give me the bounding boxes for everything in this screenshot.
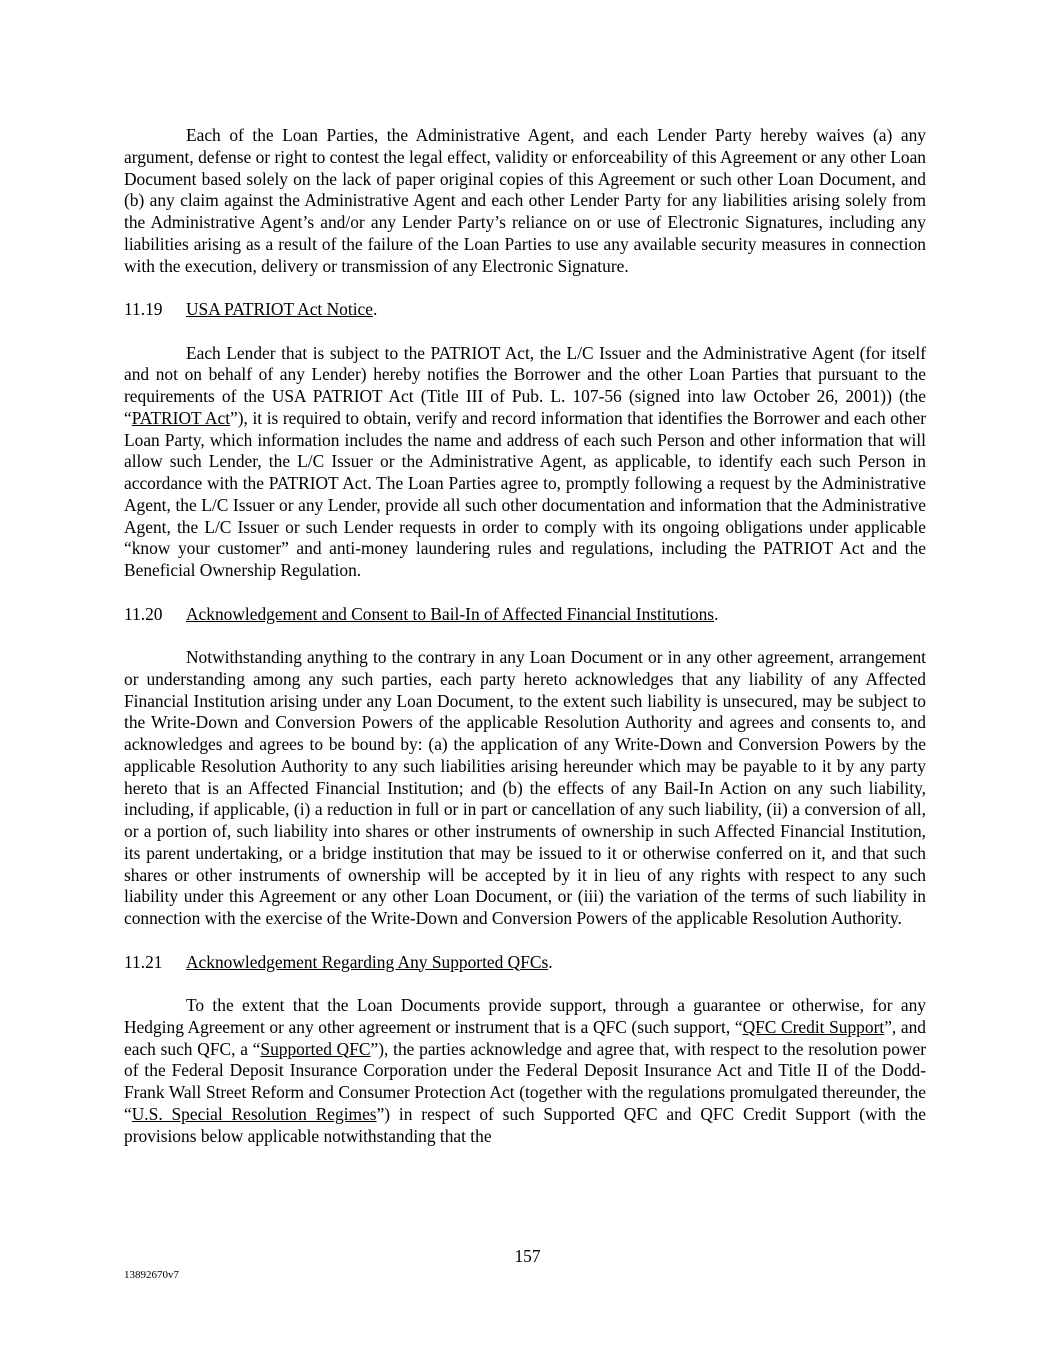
section-title: Acknowledgement Regarding Any Supported QFCs [186, 951, 549, 972]
section-11-20-paragraph: Notwithstanding anything to the contrary in any Loan Document or in any other agreement, arrangement or understanding among any such parties, each party hereto acknowledges that any liability of any Affected Financial Institution arising under any Loan Document, to the extent such liability is unsecured, may be subject to the Write-Down and Conversion Powers of the applicable Resolution Authority and agrees and consents to, and acknowledges and agrees to be bound by: (a) the application of any Write-Down and Conversion Powers by the applicable Resolution Authority to any such liabilities arising hereunder which may be payable to it by any party hereto that is an Affected Financial Institution; and (b) the effects of any Bail-In Action on any such liability, including, if applicable, (i) a reduction in full or in part or cancellation of any such liability, (ii) a conversion of all, or a portion of, such liability into shares or other instruments of ownership in such Affected Financial Institution, its parent undertaking, or a bridge institution that may be issued to it or otherwise conferred on it, and that such shares or other instruments of ownership will be accepted by it in lieu of any rights with respect to any such liability under this Agreement or any other Loan Document, or (iii) the variation of the terms of such liability in connection with the exercise of the Write-Down and Conversion Powers of the applicable Resolution Authority. [124, 647, 926, 928]
defined-term: QFC Credit Support [742, 1016, 885, 1037]
section-11-21-heading: 11.21 Acknowledgement Regarding Any Supported QFCs. [124, 951, 553, 972]
section-title: USA PATRIOT Act Notice [186, 299, 373, 319]
section-11-20-heading: 11.20 Acknowledgement and Consent to Bail-In of Affected Financial Institutions. [124, 603, 719, 624]
section-number: 11.19 [124, 299, 163, 319]
section-number: 11.20 [124, 603, 163, 624]
page-number: 157 [514, 1246, 541, 1266]
intro-paragraph: Each of the Loan Parties, the Administrative Agent, and each Lender Party hereby waives (a) any argument, defense or right to contest the legal effect, validity or enforceability of this Agreement or any other Loan Document based solely on the lack of paper original copies of this Agreement or such other Loan Document, and (b) any claim against the Administrative Agent and each other Lender Party for any liabilities arising solely from the Administrative Agent’s and/or any Lender Party’s reliance on or use of Electronic Signatures, including any liabilities arising as a result of the failure of the Loan Parties to use any available security measures in connection with the execution, delivery or transmission of any Electronic Signature. [124, 125, 926, 276]
section-11-19-heading: 11.19 USA PATRIOT Act Notice. [124, 299, 378, 319]
document-id: 13892670v7 [124, 1269, 179, 1281]
section-title: Acknowledgement and Consent to Bail-In of Affected Financial Institutions [186, 603, 715, 624]
section-number: 11.21 [124, 951, 163, 972]
section-11-21-paragraph: To the extent that the Loan Documents provide support, through a guarantee or otherwise, for any Hedging Agreement or any other agreement or instrument that is a QFC (such support, “QFC Credit Support”, and each such QFC, a “Supported QFC”), the parties acknowledge and agree that, with respect to the resolution power of the Federal Deposit Insurance Corporation under the Federal Deposit Insurance Act and Title II of the Dodd-Frank Wall Street Reform and Consumer Protection Act (together with the regulations promulgated thereunder, the “U.S. Special Resolution Regimes”) in respect of such Supported QFC and QFC Credit Support (with the provisions below applicable notwithstanding that the [124, 995, 926, 1146]
defined-term: PATRIOT Act [131, 407, 231, 428]
defined-term: Supported QFC [260, 1038, 371, 1059]
section-11-19-paragraph: Each Lender that is subject to the PATRIOT Act, the L/C Issuer and the Administrative Agent (for itself and not on behalf of any Lender) hereby notifies the Borrower and the other Loan Parties that pursuant to the requirements of the USA PATRIOT Act (Title III of Pub. L. 107-56 (signed into law October 26, 2001)) (the “PATRIOT Act”), it is required to obtain, verify and record information that identifies the Borrower and each other Loan Party, which information includes the name and address of each such Person and other information that will allow such Lender, the L/C Issuer or the Administrative Agent, as applicable, to identify each such Person in accordance with the PATRIOT Act. The Loan Parties agree to, promptly following a request by the Administrative Agent, the L/C Issuer or any Lender, provide all such other documentation and information that the Administrative Agent, the L/C Issuer or such Lender requests in order to comply with its ongoing obligations under applicable “know your customer” and anti-money laundering rules and regulations, including the PATRIOT Act and the Beneficial Ownership Regulation. [124, 342, 927, 580]
document-page [124, 125, 926, 1147]
defined-term: U.S. Special Resolution Regimes [131, 1103, 377, 1124]
